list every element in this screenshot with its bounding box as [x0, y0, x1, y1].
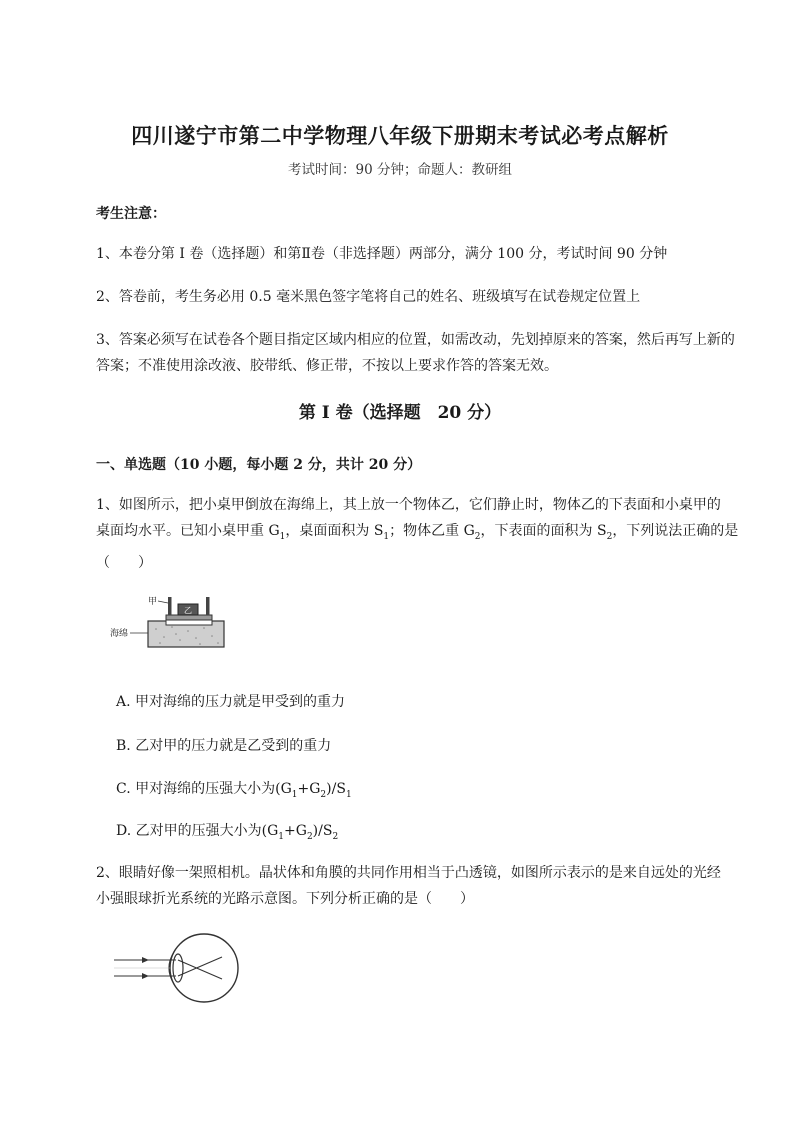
q1-option-b[interactable]: B. 乙对甲的压力就是乙受到的重力	[116, 738, 332, 754]
q2-line-1: 2、眼睛好像一架照相机。晶状体和角膜的共同作用相当于凸透镜，如图所示表示的是来自远处的光经	[96, 865, 721, 881]
q1-option-a[interactable]: A. 甲对海绵的压力就是甲受到的重力	[116, 694, 346, 710]
table-top	[166, 615, 212, 620]
q1-option-c[interactable]: C. 甲对海绵的压强大小为$(G_1+G_2)/S_1$	[116, 781, 352, 800]
q1-line-2: 桌面均水平。已知小桌甲重 $G_1$，桌面面积为 $S_1$；物体乙重 $G_2$，下表面的面积为 $S_2$，下列说法正确的是	[96, 523, 739, 542]
question-2-text	[96, 860, 748, 912]
ray-bottom-arrow	[142, 973, 149, 979]
q2-line-2: 小强眼球折光系统的光路示意图。下列分析正确的是（ ）	[96, 891, 474, 907]
label-yi: 乙	[184, 606, 192, 615]
ray-top-refracted	[178, 960, 222, 979]
eyeball-outline	[170, 934, 238, 1002]
table-leg-left	[168, 597, 172, 615]
label-jia-leader	[158, 601, 168, 603]
notice-item-1: 1、本卷分第 I 卷（选择题）和第Ⅱ卷（非选择题）两部分，满分 100 分，考试时间 90 分钟	[96, 246, 668, 262]
label-sponge: 海绵	[110, 629, 129, 639]
notice-item-3: 3、答案必须写在试卷各个题目指定区域内相应的位置，如需改动，先划掉原来的答案，然后再写上新的答案；不准使用涂改液、胶带纸、修正带，不按以上要求作答的答案无效。	[96, 332, 735, 374]
q1-option-d[interactable]: D. 乙对甲的压强大小为$(G_1+G_2)/S_2$	[116, 823, 339, 842]
question-1-text	[96, 492, 748, 576]
ray-top-arrow	[142, 957, 149, 963]
page-title: 四川遂宁市第二中学物理八年级下册期末考试必考点解析	[131, 123, 669, 148]
label-jia: 甲	[148, 597, 158, 607]
section-title: 第 I 卷（选择题 20 分）	[298, 403, 502, 423]
question-group-heading: 一、单选题（10 小题，每小题 2 分，共计 20 分）	[96, 457, 422, 473]
exam-info: 考试时间：90 分钟；命题人：教研组	[288, 162, 512, 178]
ray-bottom-refracted	[178, 957, 222, 976]
q1-answer-bracket: （ ）	[96, 554, 152, 571]
table-leg-right	[206, 597, 210, 615]
notice-heading: 考生注意：	[96, 206, 166, 222]
q1-line-1: 1、如图所示，把小桌甲倒放在海绵上，其上放一个物体乙，它们静止时，物体乙的下表面和小桌甲的	[96, 497, 721, 513]
q2-eye-diagram	[112, 928, 244, 1010]
notice-item-2: 2、答卷前，考生务必用 0.5 毫米黑色签字笔将自己的姓名、班级填写在试卷规定位置上	[96, 289, 641, 305]
crystalline-lens	[173, 954, 183, 982]
q1-sponge-table-figure	[108, 593, 232, 649]
